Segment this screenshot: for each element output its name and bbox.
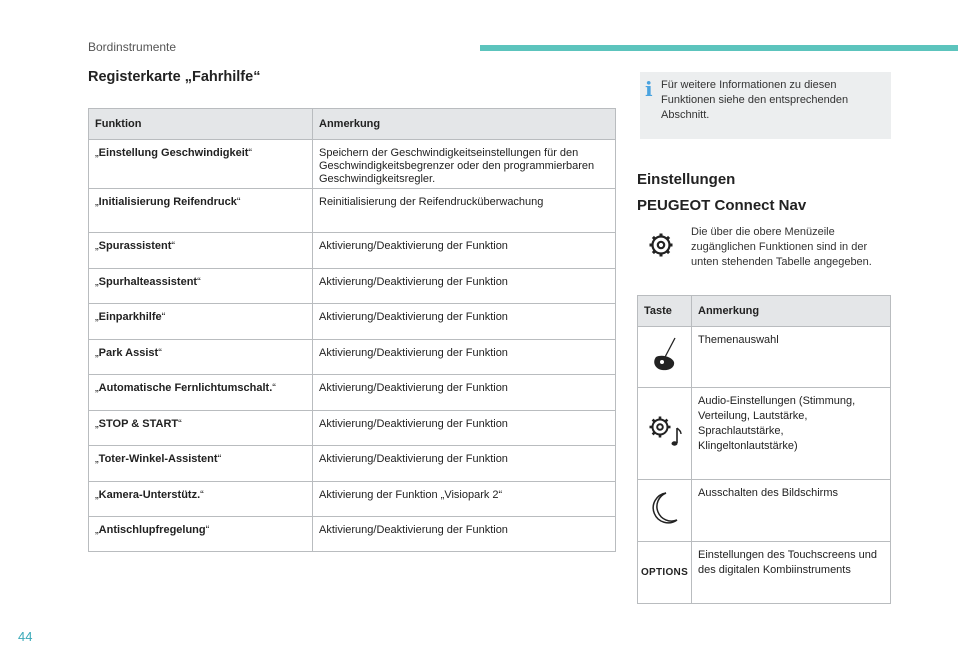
function-note: Aktivierung/Deaktivierung der Funktion — [313, 340, 616, 375]
function-name-cell: „Einstellung Geschwindigkeit“ — [89, 140, 313, 189]
section-title-bold: Fahrhilfe — [191, 69, 254, 85]
function-note: Aktivierung/Deaktivierung der Funktion — [313, 375, 616, 411]
function-name-cell: „Spurassistent“ — [89, 233, 313, 269]
function-name: Spurhalteassistent — [98, 276, 198, 288]
function-name-cell: „Einparkhilfe“ — [89, 304, 313, 340]
keys-table — [637, 295, 891, 604]
gear-music-icon — [647, 414, 683, 448]
function-table-header — [89, 109, 616, 140]
chapter-accent-bar — [480, 45, 958, 51]
function-name: STOP & START — [98, 418, 179, 430]
table-row — [89, 140, 616, 189]
header-anmerkung: Anmerkung — [692, 296, 891, 327]
function-name: Einstellung Geschwindigkeit — [98, 147, 249, 159]
table-row — [638, 388, 891, 480]
table-row — [89, 304, 616, 340]
function-name: Einparkhilfe — [98, 311, 162, 323]
palette-icon — [650, 335, 680, 375]
function-name: Initialisierung Reifendruck — [98, 196, 237, 208]
function-name: Toter-Winkel-Assistent — [98, 453, 218, 465]
settings-intro-text: Die über die obere Menüzeile zugänglichen Funktionen sind in der unten stehenden Tabelle angegeben. — [691, 226, 872, 268]
table-row — [89, 482, 616, 517]
header-funktion: Funktion — [89, 109, 313, 140]
gear-icon — [648, 232, 674, 258]
header-anmerkung: Anmerkung — [313, 109, 616, 140]
key-note: Ausschalten des Bildschirms — [692, 480, 891, 542]
table-row — [89, 233, 616, 269]
function-note: Aktivierung/Deaktivierung der Funktion — [313, 446, 616, 482]
function-note: Aktivierung/Deaktivierung der Funktion — [313, 517, 616, 552]
function-name-cell: „Park Assist“ — [89, 340, 313, 375]
function-name: Automatische Fernlichtumschalt. — [98, 382, 273, 394]
function-name-cell: „STOP & START“ — [89, 411, 313, 446]
key-icon-cell — [638, 388, 692, 480]
function-name-cell: „Initialisierung Reifendruck“ — [89, 189, 313, 233]
table-row — [89, 446, 616, 482]
table-row — [89, 189, 616, 233]
header-taste: Taste — [638, 296, 692, 327]
key-icon-cell — [638, 542, 692, 604]
key-note: Themenauswahl — [692, 327, 891, 388]
table-row — [89, 375, 616, 411]
function-note: Aktivierung/Deaktivierung der Funktion — [313, 269, 616, 304]
table-row — [638, 327, 891, 388]
moon-icon — [650, 490, 680, 526]
function-note: Reinitialisierung der Reifendrucküberwachung — [313, 189, 616, 233]
key-note: Einstellungen des Touchscreens und des digitalen Kombiinstruments — [692, 542, 891, 604]
function-name: Kamera-Unterstütz. — [98, 489, 201, 501]
key-note: Audio-Einstellungen (Stimmung, Verteilung, Lautstärke, Sprachlautstärke, Klingeltonlautstärke) — [692, 388, 891, 480]
chapter-title: Bordinstrumente — [88, 40, 177, 54]
function-name: Park Assist — [98, 347, 159, 359]
function-note: Speichern der Geschwindigkeitseinstellungen für den Geschwindigkeitsbegrenzer oder den programmierbaren Geschwindigkeitsregler. — [313, 140, 616, 189]
section-title — [88, 69, 260, 85]
info-icon: i — [645, 77, 653, 101]
table-row — [638, 542, 891, 604]
function-name-cell: „Spurhalteassistent“ — [89, 269, 313, 304]
section-title-suffix: “ — [253, 69, 261, 85]
keys-table-header — [638, 296, 891, 327]
function-name-cell: „Antischlupfregelung“ — [89, 517, 313, 552]
table-row — [89, 340, 616, 375]
function-note: Aktivierung/Deaktivierung der Funktion — [313, 411, 616, 446]
table-row — [638, 480, 891, 542]
function-name-cell: „Toter-Winkel-Assistent“ — [89, 446, 313, 482]
function-note: Aktivierung/Deaktivierung der Funktion — [313, 233, 616, 269]
function-name-cell: „Kamera-Unterstütz.“ — [89, 482, 313, 517]
options-icon: OPTIONS — [640, 567, 689, 578]
function-note: Aktivierung der Funktion „Visiopark 2“ — [313, 482, 616, 517]
function-name: Antischlupfregelung — [98, 524, 206, 536]
section-title-prefix: Registerkarte „ — [88, 69, 192, 85]
function-name: Spurassistent — [98, 240, 172, 252]
table-row — [89, 411, 616, 446]
function-table — [88, 108, 616, 552]
key-icon-cell — [638, 480, 692, 542]
function-name-cell: „Automatische Fernlichtumschalt.“ — [89, 375, 313, 411]
key-icon-cell — [638, 327, 692, 388]
table-row — [89, 517, 616, 552]
function-note: Aktivierung/Deaktivierung der Funktion — [313, 304, 616, 340]
settings-subheading: PEUGEOT Connect Nav — [637, 197, 807, 214]
table-row — [89, 269, 616, 304]
settings-heading: Einstellungen — [637, 171, 736, 188]
page-number: 44 — [18, 629, 33, 644]
info-text: Für weitere Informationen zu diesen Funktionen siehe den entsprechenden Abschnitt. — [661, 79, 849, 121]
